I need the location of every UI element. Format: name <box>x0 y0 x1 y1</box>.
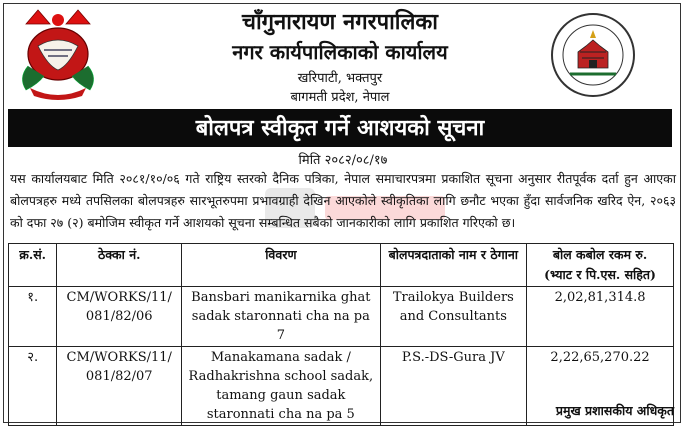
table-row <box>9 287 674 347</box>
address-line-1: खरिपाटी, भक्तपुर <box>297 71 383 86</box>
municipality-logo-icon <box>550 12 636 98</box>
header-contract-no: ठेक्का नं. <box>57 244 182 287</box>
cell-description: Bansbari manikarnika ghat sadak staronnati cha na pa 7 <box>182 287 380 347</box>
table-header-row <box>9 244 674 287</box>
header-amount <box>527 244 674 287</box>
tender-table <box>8 243 674 426</box>
cell-bidder: Trailokya Builders and Consultants <box>380 287 527 347</box>
cell-contract-no: CM/WORKS/11/ 081/82/07 <box>57 347 182 426</box>
header-amount-label: बोल कबोल रकम रु. <box>552 247 648 262</box>
header-amount-sub: (भ्याट र पि.एस. सहित) <box>544 267 656 282</box>
org-name: चाँगुनारायण नगरपालिका <box>242 9 438 35</box>
cell-bidder: P.S.-DS-Gura JV <box>380 347 527 426</box>
notice-body: यस कार्यालयबाट मिति २०८१/१०/०६ गते राष्ट्रिय स्तरको दैनिक पत्रिका, नेपाल समाचारपत्रमा प्रकाशित सूचना अनुसार रीतपूर्वक दर्ता हुन आएका बोलपत्रहरु मध्ये तपसिलका बोलपत्रहरु सारभूतरुपमा प्रभावग्राही देखिन आएकोले स्वीकृतिका लागि छनौट भएका हुँदा सार्वजनिक खरिद ऐन, २०६३ को दफा २७ (२) बमोजिम स्वीकृत गर्ने आशयको सूचना सम्बन्धित सबैको जानकारीको लागि प्रकाशित गरिएको छ। <box>10 171 676 230</box>
cell-amount: 2,22,65,270.22 <box>527 347 674 426</box>
cell-sn: १. <box>9 287 57 347</box>
header-description: विवरण <box>182 244 380 287</box>
notice-date: मिति २०८२/०८/१७ <box>298 153 388 168</box>
header-sn: क्र.सं. <box>9 244 57 287</box>
signature-title: प्रमुख प्रशासकीय अधिकृत <box>555 403 674 418</box>
notice-title: बोलपत्र स्वीकृत गर्ने आशयको सूचना <box>8 109 672 147</box>
cell-contract-no: CM/WORKS/11/ 081/82/06 <box>57 287 182 347</box>
cell-description: Manakamana sadak / Radhakrishna school sadak, tamang gaun sadak staronnati cha na pa 5 <box>182 347 380 426</box>
nepal-emblem-icon <box>8 6 108 102</box>
header-bidder: बोलपत्रदाताको नाम र ठेगाना <box>380 244 527 287</box>
cell-sn: २. <box>9 347 57 426</box>
office-name: नगर कार्यपालिकाको कार्यालय <box>232 40 448 64</box>
address-line-2: बागमती प्रदेश, नेपाल <box>290 90 390 105</box>
cell-amount: 2,02,81,314.8 <box>527 287 674 347</box>
